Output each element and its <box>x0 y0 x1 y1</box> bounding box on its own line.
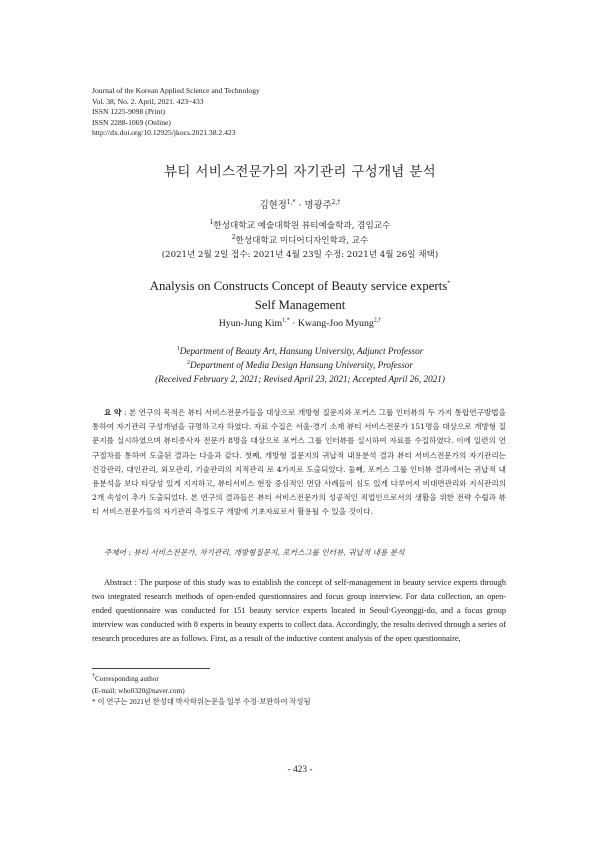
korean-abstract-text: : 본 연구의 목적은 뷰티 서비스전문가들을 대상으로 개방형 질문지와 포커스 그룹 인터뷰의 두 가지 통합연구방법을 통하여 자기관리 구성개념을 규명하고자 하였다. 자료 수집은 서울·경기 소재 뷰티 서비스전문가 151명을 대상으로 개방형 질문지를 실시하였으며 뷰티종사자 전문가 8명을 대상으로 포커스 그룹 인터뷰를 실시하여 자료를 수집하였다. 이에 일련의 연구절차를 통하여 도출된 결과는 다음과 같다. 첫째, 개방형 질문지의 귀납적 내용분석 결과 뷰티 서비스전문가의 자기관리는 건강관리, 대인관리, 외모관리, 기술관리의 지적관리 로 4가지로 도출되었다. 둘째, 포커스 그룹 인터뷰 결과에서는 귀납적 내용분석을 보다 타당성 있게 지지하고, 뷰티서비스 현장 중심적인 면담 사례들이 심도 있게 다루어져 비대면관리와 지식관리의 2개 속성이 추가 도출되었다. 본 연구의 결과들은 뷰티 서비스전문가의 성공적인 직업인으로서의 생활을 위한 전략 수립과 뷰티 서비스전문가들의 자기관리 측정도구 개발에 기초자료로서 활용될 수 있을 것이다. <box>92 408 506 517</box>
author1-sup-en: 1,* <box>282 317 290 324</box>
author2-name-ko: 명광주 <box>304 200 332 211</box>
affiliation1-sup-ko: 1 <box>209 219 214 227</box>
english-abstract-text: : The purpose of this study was to establish the concept of self-management in beauty service experts through two integrated research methods of open-ended questionnaires and focus group interview. For data collection, an open-ended questionnaire was conducted for 151 beauty service experts located in Seoul·Gyeonggi-do, and a focus group interview was conducted with 8 experts in beauty experts to collect data. Accordingly, the results derived through a series of research procedures are as follows. First, as a result of the inductive content analysis of the open questionnaire, <box>92 578 506 644</box>
page-number: - 423 - <box>287 765 313 775</box>
english-title <box>0 277 600 314</box>
english-abstract <box>92 576 506 646</box>
affiliation1-en <box>0 344 600 358</box>
affiliation1-text-ko: 한성대학교 예술대학원 뷰티예술학과, 겸임교수 <box>213 221 391 231</box>
affiliation2-en <box>0 358 600 372</box>
affiliation1-ko <box>0 219 600 234</box>
english-abstract-label: Abstract <box>104 578 133 587</box>
affiliation2-sup-en: 2 <box>187 360 191 367</box>
journal-doi: http://dx.doi.org/10.12925/jkocs.2021.38.2.423 <box>92 128 236 138</box>
author2-sup-en: 2,† <box>373 317 382 324</box>
korean-abstract-label: 요 약 <box>104 408 122 417</box>
english-title-line2: Self Management <box>254 297 346 312</box>
journal-issn-print: ISSN 1225-9098 (Print) <box>92 107 165 117</box>
korean-abstract <box>92 406 506 520</box>
affiliation2-text-en: Department of Media Design Hansung University, Professor <box>190 360 413 371</box>
korean-title: 뷰티 서비스전문가의 자기관리 구성개념 분석 <box>164 164 436 180</box>
author1-name-ko: 김현정 <box>259 200 287 211</box>
corresponding-author <box>92 673 311 685</box>
korean-keywords: 주제어 : 뷰티 서비스전문가, 자기관리, 개방형질문지, 포커스그룹 인터뷰, 귀납적 내용 분석 <box>104 548 405 557</box>
author2-name-en: Kwang-Joo Myung <box>297 318 374 329</box>
thesis-note: * 이 연구는 2021년 한성대 박사학위논문을 일부 수정·보완하여 작성됨 <box>92 697 311 707</box>
author1-name-en: Hyun-Jung Kim <box>218 318 283 329</box>
english-title-sup: * <box>447 280 451 287</box>
journal-name: Journal of the Korean Applied Science and Technology <box>92 86 260 95</box>
corresponding-text: Corresponding author <box>95 674 159 683</box>
author-separator-en: · <box>289 318 298 329</box>
english-affiliations <box>0 344 600 387</box>
journal-info <box>92 86 260 139</box>
corresponding-email[interactable]: (E-mail: who0320@naver.com) <box>92 685 185 695</box>
journal-volume: Vol. 38, No. 2. April, 2021. 423~433 <box>92 96 204 106</box>
affiliation1-sup-en: 1 <box>176 345 180 352</box>
affiliation2-sup-ko: 2 <box>231 233 236 241</box>
author-separator-ko: · <box>295 200 305 211</box>
affiliation1-text-en: Department of Beauty Art, Hansung University, Adjunct Professor <box>179 346 424 356</box>
english-title-line1-text: Analysis on Constructs Concept of Beauty service experts <box>149 279 448 293</box>
dates-ko: (2021년 2월 2일 접수: 2021년 4월 23일 수정: 2021년 4월 26일 채택) <box>161 250 439 261</box>
english-authors <box>0 318 600 329</box>
author1-sup-ko: 1,* <box>286 198 296 206</box>
footnotes <box>92 673 311 708</box>
journal-issn-online: ISSN 2288-1069 (Online) <box>92 117 171 127</box>
author2-sup-ko: 2,† <box>331 198 341 206</box>
dates-en: (Received February 2, 2021; Revised April 23, 2021; Accepted April 26, 2021) <box>155 374 445 385</box>
corresponding-sup: † <box>92 673 95 680</box>
affiliation2-ko <box>0 234 600 249</box>
korean-affiliations <box>0 219 600 263</box>
english-title-line1 <box>0 277 600 296</box>
affiliation2-text-ko: 한성대학교 미디어디자인학과, 교수 <box>235 235 369 246</box>
footnote-divider <box>92 668 210 669</box>
korean-authors <box>0 197 600 211</box>
